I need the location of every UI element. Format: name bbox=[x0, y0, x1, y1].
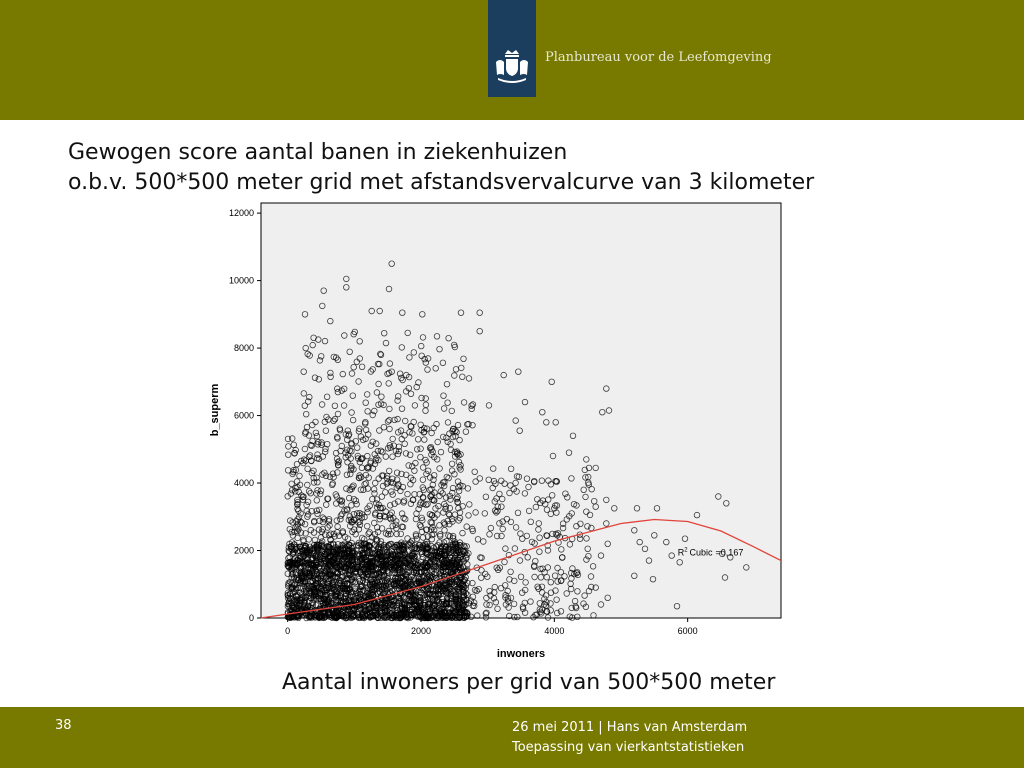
x-tick-label: 0 bbox=[285, 626, 291, 636]
footer-text bbox=[512, 718, 747, 758]
r2-superscript: 2 bbox=[684, 547, 688, 554]
r2-fit-kind: Cubic bbox=[689, 547, 713, 558]
y-tick-label: 10000 bbox=[228, 275, 254, 286]
chart-caption: Aantal inwoners per grid van 500*500 meter bbox=[282, 670, 776, 695]
x-tick-label: 2000 bbox=[410, 626, 432, 636]
scatter-chart bbox=[205, 200, 785, 670]
y-tick-label: 8000 bbox=[233, 343, 254, 354]
footer-subtitle: Toepassing van vierkantstatistieken bbox=[512, 740, 745, 755]
y-tick-label: 4000 bbox=[233, 478, 254, 489]
slide-title bbox=[68, 138, 814, 198]
y-tick-label: 12000 bbox=[228, 208, 254, 219]
x-tick-label: 4000 bbox=[544, 626, 565, 636]
x-axis-label: inwoners bbox=[496, 648, 546, 660]
y-tick-label: 0 bbox=[248, 613, 254, 623]
slide-title-line-2: o.b.v. 500*500 meter grid met afstandsvervalcurve van 3 kilometer bbox=[68, 170, 815, 195]
y-axis-label: b_superm bbox=[209, 383, 221, 437]
x-tick-label: 6000 bbox=[677, 626, 698, 636]
footer-band bbox=[0, 707, 1024, 768]
y-tick-label: 2000 bbox=[233, 545, 254, 556]
header-band bbox=[0, 0, 1024, 120]
r2-value: =0,167 bbox=[715, 547, 744, 558]
y-tick-label: 6000 bbox=[233, 410, 254, 421]
r2-symbol: R bbox=[677, 547, 685, 558]
slide-title-line-1: Gewogen score aantal banen in ziekenhuizen bbox=[68, 140, 568, 165]
chart-container bbox=[205, 200, 785, 670]
org-name: Planbureau voor de Leefomgeving bbox=[545, 50, 772, 65]
slide-number: 38 bbox=[55, 718, 72, 733]
crown-crest-icon bbox=[493, 48, 531, 84]
footer-date-author: 26 mei 2011 | Hans van Amsterdam bbox=[512, 720, 748, 735]
logo-block bbox=[488, 0, 536, 97]
